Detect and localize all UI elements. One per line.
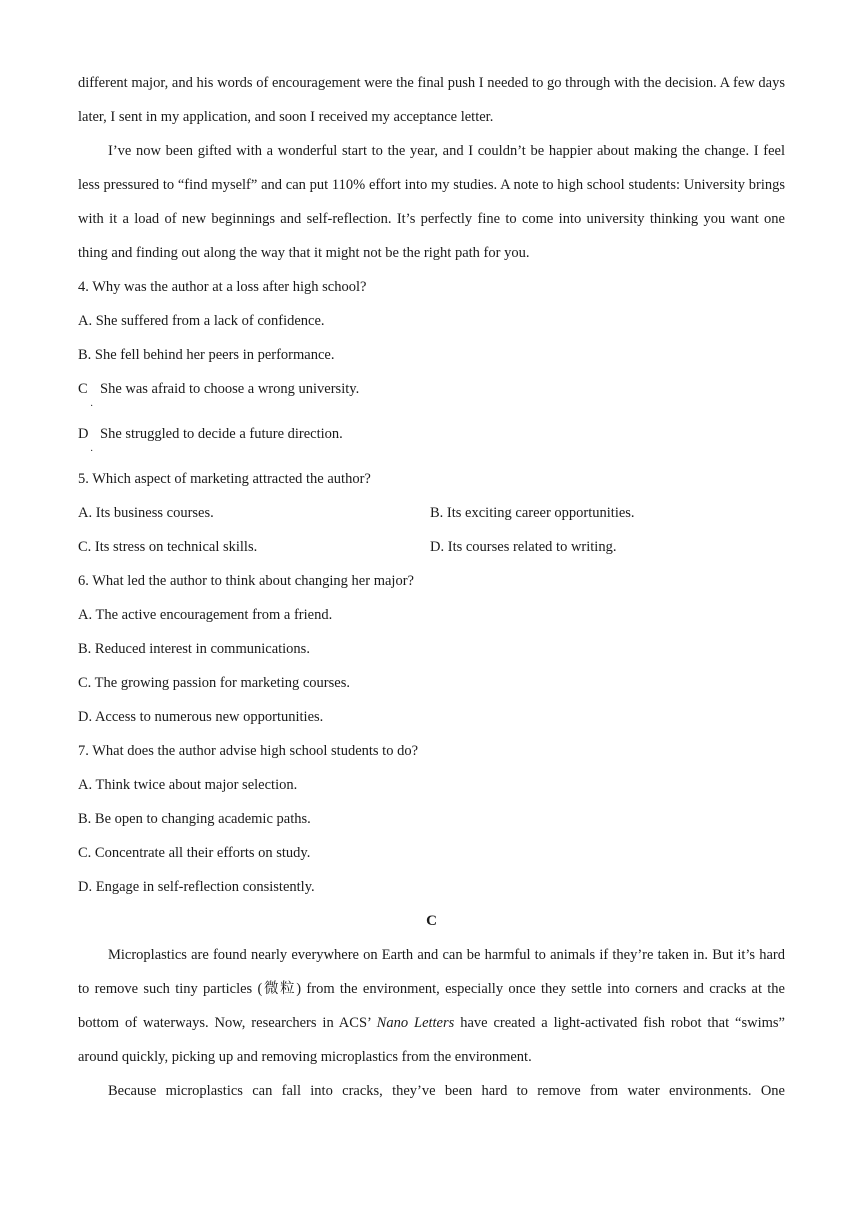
answer-option	[78, 338, 785, 372]
option-text: Think twice about major selection.	[95, 777, 298, 793]
paragraph-text: have created a light-activated fish robot that “swims” around quickly, picking up and removing microplastics from the environment.	[78, 1015, 785, 1065]
document-page	[78, 66, 785, 1108]
option-letter: D.	[430, 539, 445, 555]
option-letter: C.	[78, 539, 92, 555]
journal-name: Nano Letters	[376, 1015, 455, 1031]
answer-option	[78, 802, 785, 836]
answer-option	[78, 700, 785, 734]
answer-option	[430, 530, 782, 564]
option-text: Be open to changing academic paths.	[94, 811, 311, 827]
question-stem: 5. Which aspect of marketing attracted the author?	[78, 471, 371, 487]
option-letter: A.	[78, 607, 93, 623]
answer-option	[78, 304, 785, 338]
passage-c-paragraph	[78, 938, 785, 1074]
answer-option	[78, 666, 785, 700]
option-text: Concentrate all their efforts on study.	[94, 845, 311, 861]
option-letter: D	[78, 426, 89, 442]
answer-option	[78, 870, 785, 904]
option-text: She fell behind her peers in performance.	[94, 347, 335, 363]
answer-option	[78, 598, 785, 632]
option-letter: A.	[78, 777, 93, 793]
option-text: Its business courses.	[95, 505, 214, 521]
option-text: Its stress on technical skills.	[94, 539, 258, 555]
option-text: The active encouragement from a friend.	[95, 607, 333, 623]
answer-option	[78, 768, 785, 802]
answer-option	[78, 632, 785, 666]
option-letter: A.	[78, 313, 93, 329]
option-letter: C.	[78, 675, 92, 691]
option-row	[78, 496, 785, 530]
option-text: She suffered from a lack of confidence.	[95, 313, 325, 329]
option-letter: D.	[78, 879, 93, 895]
option-text: She was afraid to choose a wrong university.	[100, 381, 360, 397]
option-text: Its exciting career opportunities.	[446, 505, 635, 521]
answer-option	[78, 836, 785, 870]
section-heading: C	[426, 913, 437, 929]
option-letter: C.	[78, 845, 92, 861]
option-letter: D.	[78, 709, 93, 725]
dot-mark: ·	[90, 401, 94, 412]
option-text: Engage in self-reflection consistently.	[95, 879, 315, 895]
answer-option	[78, 372, 785, 417]
passage-b-paragraph: different major, and his words of encouragement were the final push I needed to go through with the decision. A few days later, I sent in my application, and soon I received my acceptance letter.	[78, 75, 785, 125]
answer-option	[78, 417, 785, 462]
option-text: Reduced interest in communications.	[94, 641, 310, 657]
question-stem: 4. Why was the author at a loss after high school?	[78, 279, 367, 295]
option-letter: A.	[78, 505, 93, 521]
passage-b-paragraph: I’ve now been gifted with a wonderful start to the year, and I couldn’t be happier about making the change. I feel less pressured to “find myself” and can put 110% effort into my studies. A note to high school students: University brings with it a load of new beginnings and self-reflection. It’s perfectly fine to come into university thinking you want one thing and finding out along the way that it might not be the right path for you.	[78, 143, 785, 261]
dot-mark: ·	[90, 446, 94, 457]
option-letter: C	[78, 381, 88, 397]
question-stem: 7. What does the author advise high school students to do?	[78, 743, 419, 759]
passage-c-paragraph: Because microplastics can fall into cracks, they’ve been hard to remove from water environments. One	[108, 1083, 785, 1099]
option-text: The growing passion for marketing courses.	[94, 675, 350, 691]
paragraph-text: Microplastics are found nearly everywhere on Earth and can be harmful to animals if they’re taken in. But it’s hard to remove such tiny particles (微粒) from the environment, especially once they settle into corners and cracks at the bottom of waterways. Now, researchers in ACS’	[78, 947, 785, 1031]
option-letter: B.	[430, 505, 444, 521]
option-text: She struggled to decide a future direction.	[100, 426, 343, 442]
answer-option	[78, 530, 430, 564]
option-text: Access to numerous new opportunities.	[94, 709, 324, 725]
question-stem: 6. What led the author to think about changing her major?	[78, 573, 414, 589]
option-letter: B.	[78, 347, 92, 363]
answer-option	[78, 496, 430, 530]
option-letter: B.	[78, 641, 92, 657]
option-letter: B.	[78, 811, 92, 827]
option-text: Its courses related to writing.	[447, 539, 617, 555]
answer-option	[430, 496, 782, 530]
option-row	[78, 530, 785, 564]
